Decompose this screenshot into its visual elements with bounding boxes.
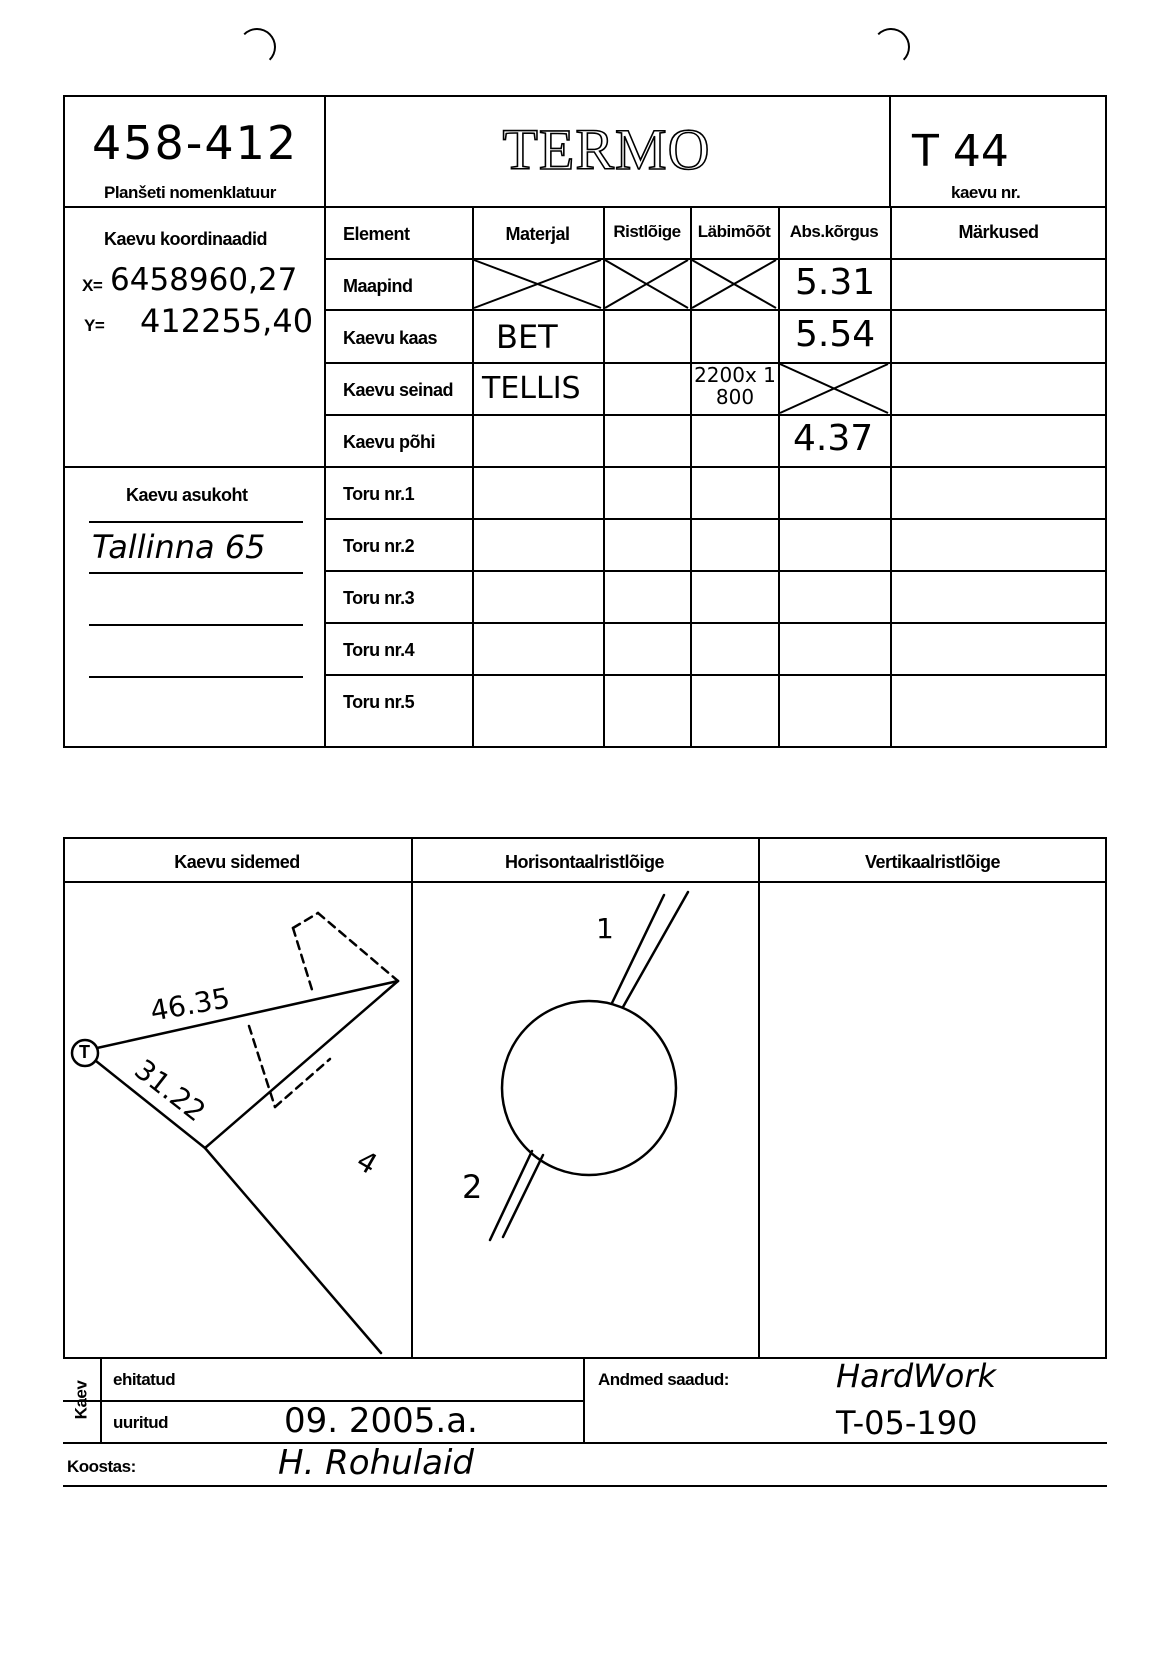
- cross-out-marks: [0, 0, 1166, 760]
- table-row-label: Kaevu kaas: [343, 328, 438, 348]
- coordinates-label: Kaevu koordinaadid: [104, 229, 268, 249]
- table-row-label: Toru nr.5: [343, 692, 415, 712]
- uuritud-value: 09. 2005.a.: [284, 1401, 478, 1441]
- kaev-label: Kaev: [71, 1380, 91, 1420]
- koostas-label: Koostas:: [67, 1457, 136, 1476]
- x-coordinate-label: X=: [82, 276, 103, 295]
- tie-distance-1: 46.35: [147, 981, 233, 1028]
- sketch-header-ties: Kaevu sidemed: [174, 852, 300, 872]
- table-row-label: Maapind: [343, 276, 413, 296]
- table-row-label: Toru nr.1: [343, 484, 415, 504]
- pipe-label-2: 2: [462, 1168, 483, 1206]
- well-number-value: T 44: [912, 126, 1009, 177]
- andmed-label: Andmed saadud:: [598, 1370, 729, 1389]
- horizontal-cross-section-sketch: [413, 883, 756, 1357]
- x-coordinate-value: 6458960,27: [110, 262, 298, 298]
- material-value: TELLIS: [482, 371, 581, 406]
- divider: [758, 837, 760, 1359]
- table-row-label: Toru nr.4: [343, 640, 415, 660]
- location-label: Kaevu asukoht: [126, 485, 248, 505]
- divider: [63, 1442, 1107, 1444]
- column-header: Märkused: [958, 222, 1039, 242]
- column-header: Abs.kõrgus: [789, 222, 879, 241]
- well-marker-icon: T: [79, 1042, 90, 1062]
- nomenclature-label: Planšeti nomenklatuur: [104, 183, 276, 202]
- ehitatud-label: ehitatud: [113, 1370, 176, 1389]
- well-number-label: kaevu nr.: [951, 183, 1021, 202]
- andmed-value-2: T-05-190: [836, 1404, 978, 1442]
- location-value: Tallinna 65: [92, 528, 266, 566]
- sketch-header-vertical: Vertikaalristlõige: [864, 852, 1001, 872]
- table-row-label: Toru nr.2: [343, 536, 415, 556]
- y-coordinate-value: 412255,40: [140, 302, 314, 340]
- abs-height-value: 4.37: [793, 418, 874, 459]
- material-value: BET: [496, 318, 558, 356]
- divider: [583, 1359, 585, 1442]
- diameter-value: 2200x 1800: [694, 363, 776, 409]
- table-row-label: Kaevu põhi: [343, 432, 436, 452]
- koostas-value: H. Rohulaid: [278, 1443, 475, 1483]
- column-header: Läbimõõt: [697, 222, 771, 241]
- well-ties-sketch: [63, 883, 409, 1357]
- page-title: TERMO: [502, 117, 711, 182]
- column-header: Ristlõige: [613, 222, 681, 241]
- divider: [63, 1485, 1107, 1487]
- sketch-header-horizontal: Horisontaalristlõige: [504, 852, 665, 872]
- column-header: Element: [343, 224, 410, 244]
- building-number: 4: [350, 1143, 383, 1182]
- divider: [100, 1359, 102, 1442]
- abs-height-value: 5.31: [795, 262, 876, 303]
- y-coordinate-label: Y=: [84, 316, 105, 335]
- table-row-label: Kaevu seinad: [343, 380, 454, 400]
- table-row-label: Toru nr.3: [343, 588, 415, 608]
- abs-height-value: 5.54: [795, 314, 876, 355]
- nomenclature-value: 458-412: [92, 116, 299, 170]
- tie-distance-2: 31.22: [128, 1052, 212, 1129]
- column-header: Materjal: [505, 224, 570, 244]
- andmed-value-1: HardWork: [836, 1357, 997, 1395]
- uuritud-label: uuritud: [113, 1413, 169, 1432]
- pipe-label-1: 1: [596, 912, 614, 945]
